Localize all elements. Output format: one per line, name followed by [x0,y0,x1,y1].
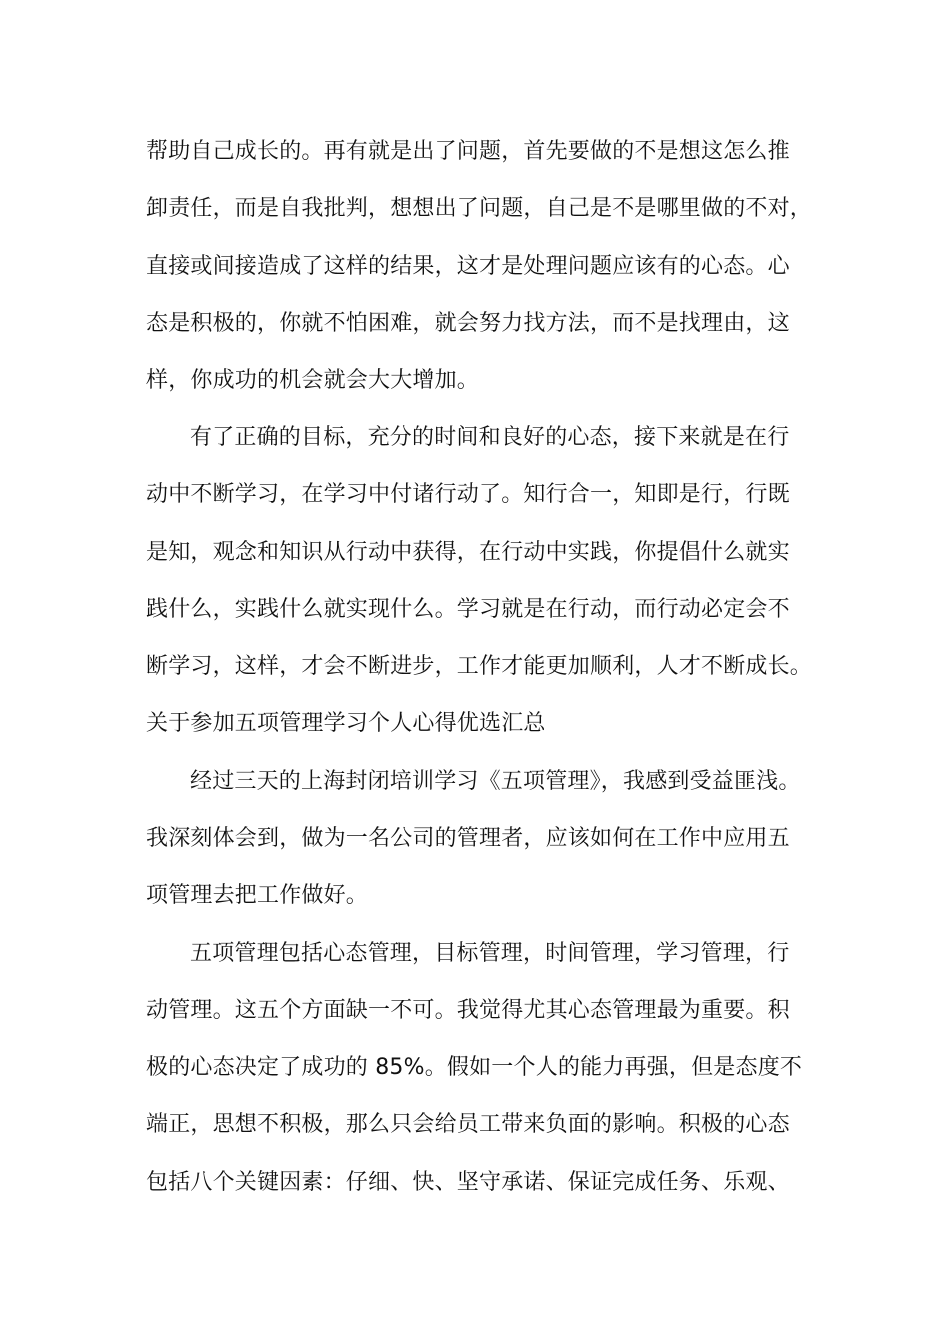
text-line: 直接或间接造成了这样的结果，这才是处理问题应该有的心态。心 [146,254,790,279]
text-line: 动管理。这五个方面缺一不可。我觉得尤其心态管理最为重要。积 [146,998,790,1023]
text-line: 态是积极的，你就不怕困难，就会努力找方法，而不是找理由，这 [146,311,790,336]
text-line: 端正，思想不积极，那么只会给员工带来负面的影响。积极的心态 [146,1112,790,1137]
text-line: 项管理去把工作做好。 [146,883,369,908]
text-line: 样，你成功的机会就会大大增加。 [146,368,480,393]
text-line: 帮助自己成长的。再有就是出了问题，首先要做的不是想这怎么推 [146,139,790,164]
text-line: 极的心态决定了成功的 85%。假如一个人的能力再强，但是态度不 [146,1055,803,1080]
text-line: 断学习，这样，才会不断进步，工作才能更加顺利，人才不断成长。 [146,654,813,679]
text-line: 我深刻体会到，做为一名公司的管理者，应该如何在工作中应用五 [146,826,790,851]
text-line: 是知，观念和知识从行动中获得，在行动中实践，你提倡什么就实 [146,540,790,565]
paragraph-first-line: 有了正确的目标，充分的时间和良好的心态，接下来就是在行 [190,425,790,450]
text-line: 践什么，实践什么就实现什么。学习就是在行动，而行动必定会不 [146,597,790,622]
section-title: 关于参加五项管理学习个人心得优选汇总 [146,711,546,736]
paragraph-first-line: 五项管理包括心态管理，目标管理，时间管理，学习管理，行 [190,941,790,966]
text-line: 卸责任，而是自我批判，想想出了问题，自己是不是哪里做的不对， [146,196,813,221]
text-line: 动中不断学习，在学习中付诸行动了。知行合一，知即是行，行既 [146,482,790,507]
text-line: 包括八个关键因素：仔细、快、坚守承诺、保证完成任务、乐观、 [146,1170,790,1195]
paragraph-first-line: 经过三天的上海封闭培训学习《五项管理》，我感到受益匪浅。 [190,769,801,794]
